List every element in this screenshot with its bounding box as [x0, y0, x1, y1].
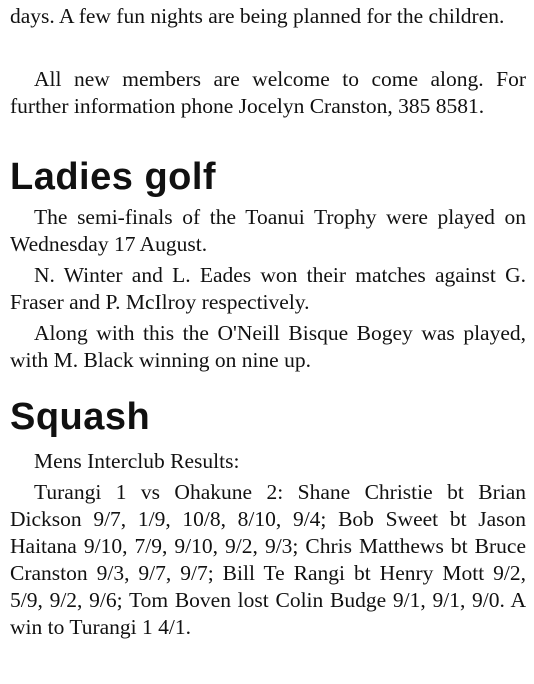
ladies-golf-paragraph-2: N. Winter and L. Eades won their matches against G. Fraser and P. McIlroy respectively.: [10, 263, 526, 314]
ladies-golf-paragraph-1: The semi-finals of the Toanui Trophy were played on Wednesday 17 August.: [10, 205, 526, 256]
squash-heading: Squash: [10, 396, 151, 438]
intro-paragraph-1: days. A few fun nights are being planned for the children.: [10, 4, 505, 28]
squash-paragraph-1: Mens Interclub Results:: [34, 449, 240, 473]
ladies-golf-heading: Ladies golf: [10, 156, 217, 198]
ladies-golf-paragraph-3: Along with this the O'Neill Bisque Bogey was played, with M. Black winning on nine up.: [10, 321, 526, 372]
squash-paragraph-2: Turangi 1 vs Ohakune 2: Shane Christie bt Brian Dickson 9/7, 1/9, 10/8, 8/10, 9/4; Bob Sweet bt Jason Haitana 9/10, 7/9, 9/10, 9/2, 9/3; Chris Matthews bt Bruce Cranston 9/3, 9/7, 9/7; Bill Te Rangi bt Henry Mott 9/2, 5/9, 9/2, 9/6; Tom Boven lost Colin Budge 9/1, 9/1, 9/0. A win to Turangi 1 4/1.: [10, 480, 526, 639]
intro-paragraph-2: All new members are welcome to come along. For further information phone Jocelyn Cranston, 385 8581.: [10, 67, 526, 118]
